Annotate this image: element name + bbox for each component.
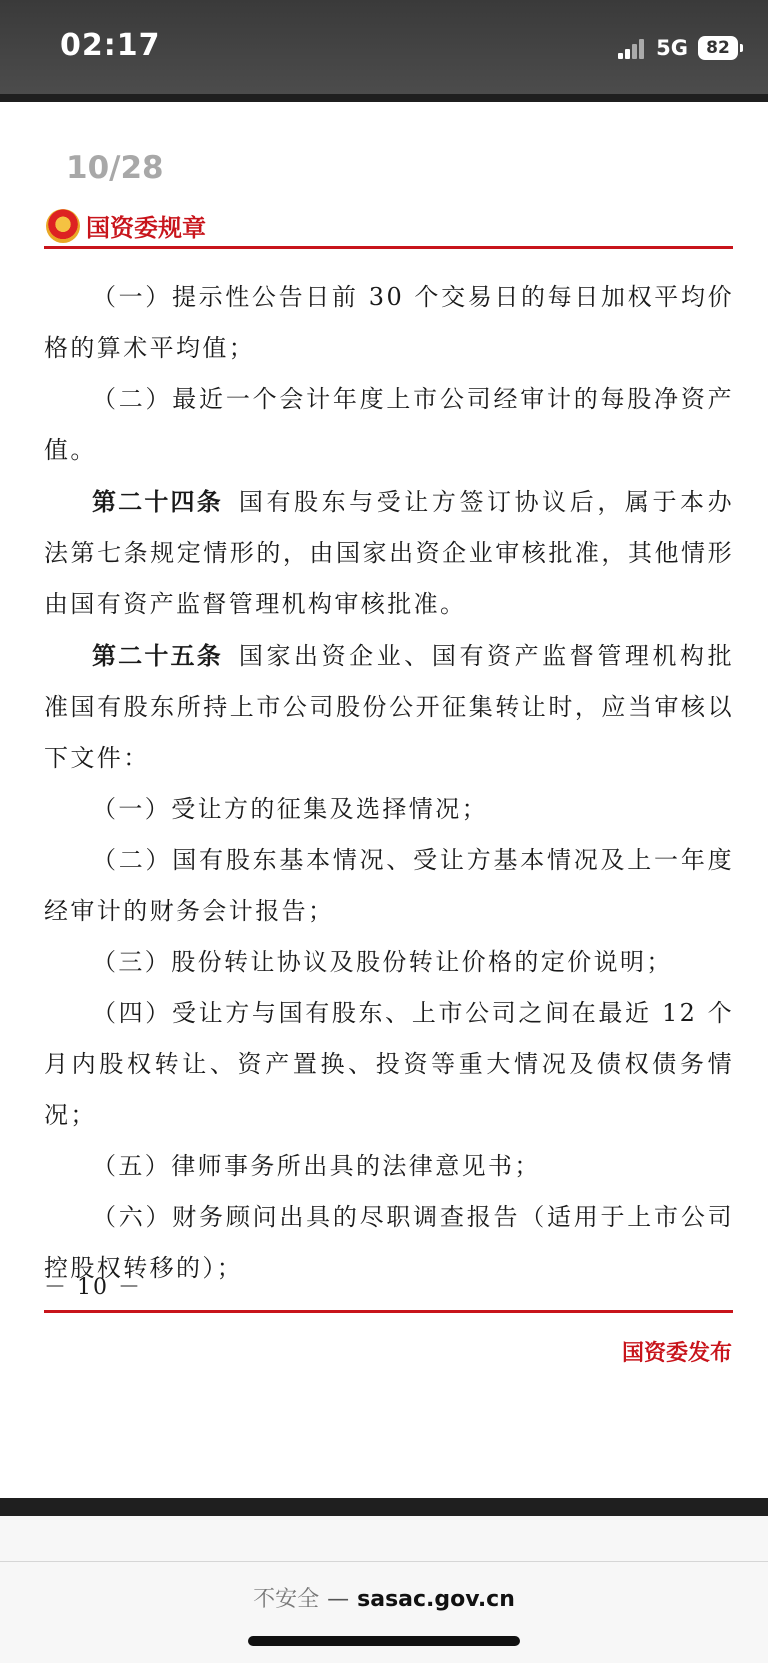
- signal-icon: [618, 37, 646, 59]
- header-divider: [44, 246, 733, 249]
- top-dark-band: [0, 94, 768, 102]
- status-time: 02:17: [60, 28, 161, 63]
- battery-icon: [698, 36, 738, 60]
- address-bar[interactable]: [0, 1582, 768, 1613]
- list-item: （五）律师事务所出具的法律意见书；: [92, 1152, 541, 1180]
- url-separator: —: [327, 1587, 350, 1612]
- list-item: （一）受让方的征集及选择情况；: [92, 795, 488, 823]
- url-domain[interactable]: sasac.gov.cn: [357, 1587, 515, 1612]
- battery-level: 82: [706, 38, 730, 58]
- url-bar-divider: [0, 1561, 768, 1562]
- document-body: [44, 272, 734, 1294]
- national-emblem-icon: [46, 209, 80, 243]
- page-number: － 10 －: [44, 1275, 142, 1300]
- page-counter: 10/28: [66, 150, 164, 186]
- article-24: [44, 476, 734, 630]
- status-bar: [0, 0, 768, 94]
- list-item: （四）受让方与国有股东、上市公司之间在最近 12 个月内股权转让、资产置换、投资等重大情况及债权债务情况；: [44, 999, 734, 1129]
- status-indicators: [618, 34, 738, 62]
- doc-header-title: 国资委规章: [86, 214, 206, 242]
- paragraph-1: （一）提示性公告日前 30 个交易日的每日加权平均价格的算术平均值；: [44, 283, 734, 362]
- paragraph-2: （二）最近一个会计年度上市公司经审计的每股净资产值。: [44, 385, 734, 464]
- article-24-text: 国有股东与受让方签订协议后，属于本办法第七条规定情形的，由国家出资企业审核批准，其他情形由国有资产监督管理机构审核批准。: [44, 488, 735, 618]
- home-indicator[interactable]: [248, 1636, 520, 1646]
- list-item: （二）国有股东基本情况、受让方基本情况及上一年度经审计的财务会计报告；: [44, 846, 734, 925]
- footer-divider: [44, 1310, 733, 1313]
- publisher-label: 国资委发布: [621, 1341, 732, 1366]
- insecure-label: 不安全: [253, 1587, 320, 1612]
- list-item: （三）股份转让协议及股份转让价格的定价说明；: [92, 948, 673, 976]
- article-24-title: 第二十四条: [92, 487, 223, 516]
- bottom-dark-band: [0, 1498, 768, 1516]
- network-label: 5G: [656, 36, 688, 60]
- article-25: [44, 630, 734, 784]
- article-25-title: 第二十五条: [92, 641, 223, 670]
- doc-header-row: [46, 208, 206, 243]
- article-25-text: 国家出资企业、国有资产监督管理机构批准国有股东所持上市公司股份公开征集转让时，应当审核以下文件：: [44, 642, 735, 772]
- list-item: （六）财务顾问出具的尽职调查报告（适用于上市公司控股权转移的）；: [44, 1203, 734, 1282]
